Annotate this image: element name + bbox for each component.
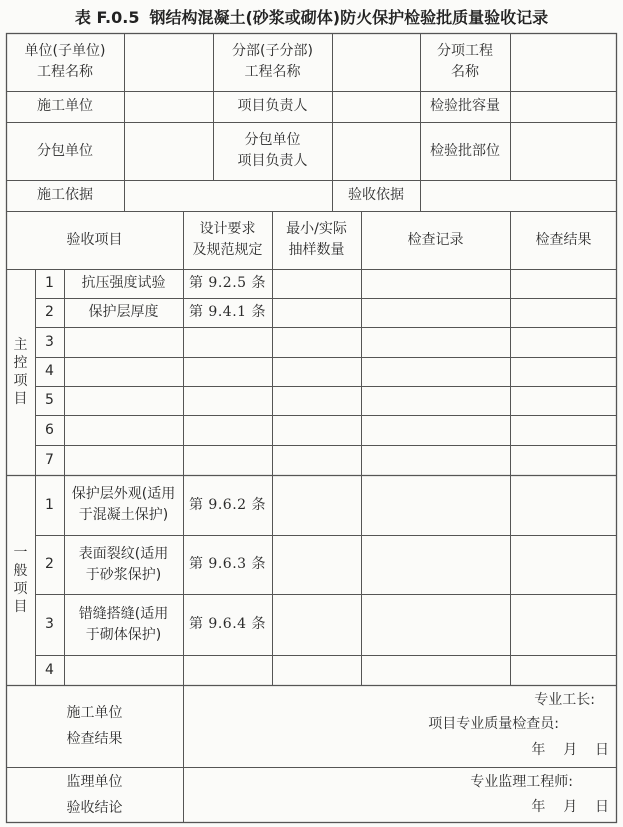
- general-row-3-no: 3: [45, 616, 54, 632]
- general-row-2-name: 表面裂纹(适用 于砂浆保护): [78, 545, 169, 583]
- main-row-3-no: 3: [45, 333, 54, 350]
- subcontractor-manager-value[interactable]: [332, 122, 420, 180]
- construction-check-label: 施工单位 检查结果: [66, 705, 123, 747]
- foreman-label: 专业工长:: [534, 692, 595, 708]
- division-project-name-value[interactable]: [332, 33, 420, 91]
- general-row-1-clause: 第 9.6.2 条: [188, 496, 267, 513]
- main-row-2-clause: 第 9.4.1 条: [188, 304, 267, 320]
- table-number: 表 F.0.5: [74, 8, 140, 27]
- general-group-label: 一 般 项 目: [13, 545, 28, 615]
- acceptance-basis-label: 验收依据: [348, 187, 404, 203]
- column-header-record: 检查记录: [407, 231, 464, 248]
- main-row-1-name: 抗压强度试验: [81, 275, 166, 291]
- column-header-requirement: 设计要求 及规范规定: [192, 221, 263, 258]
- column-header-sample: 最小/实际 抽样数量: [286, 221, 347, 258]
- subitem-project-name-label: 分项工程 名称: [437, 43, 493, 80]
- supervisor-label: 专业监理工程师:: [470, 774, 573, 790]
- construction-date: 年 月 日: [531, 742, 609, 758]
- column-header-result: 检查结果: [535, 231, 592, 248]
- general-row-4-no: 4: [45, 661, 54, 678]
- lot-location-value[interactable]: [510, 122, 617, 180]
- main-row-7-no: 7: [45, 451, 54, 468]
- construction-basis-value[interactable]: [124, 180, 332, 211]
- main-row-4-no: 4: [45, 363, 54, 379]
- general-row-1-name: 保护层外观(适用 于混凝土保护): [71, 486, 176, 523]
- general-row-2-no: 2: [45, 556, 54, 572]
- unit-project-name-label: 单位(子单位) 工程名称: [24, 43, 106, 80]
- quality-inspector-label: 项目专业质量检查员:: [428, 716, 559, 732]
- division-project-name-label: 分部(子分部) 工程名称: [232, 43, 313, 80]
- main-control-group-label: 主 控 项 目: [13, 337, 28, 407]
- construction-unit-label: 施工单位: [37, 98, 93, 114]
- subitem-project-name-value[interactable]: [510, 33, 617, 91]
- lot-location-label: 检验批部位: [430, 142, 500, 159]
- subcontractor-manager-label: 分包单位 项目负责人: [237, 132, 308, 169]
- general-row-2-clause: 第 9.6.3 条: [188, 556, 267, 572]
- construction-basis-label: 施工依据: [37, 187, 93, 203]
- main-row-2-name: 保护层厚度: [88, 304, 159, 320]
- supervision-label: 监理单位 验收结论: [66, 773, 123, 816]
- main-row-5-no: 5: [45, 392, 54, 408]
- main-row-2-no: 2: [45, 304, 54, 320]
- general-row-3-name: 错缝搭缝(适用 于砌体保护): [78, 605, 169, 643]
- construction-unit-value[interactable]: [124, 91, 213, 122]
- unit-project-name-value[interactable]: [124, 33, 213, 91]
- lot-capacity-value[interactable]: [510, 91, 617, 122]
- column-header-item: 验收项目: [66, 231, 123, 248]
- main-row-1-clause: 第 9.2.5 条: [188, 275, 267, 291]
- main-row-6-no: 6: [45, 421, 54, 438]
- table-title-text: 钢结构混凝土(砂浆或砌体)防火保护检验批质量验收记录: [149, 8, 549, 27]
- subcontractor-value[interactable]: [124, 122, 213, 180]
- lot-capacity-label: 检验批容量: [430, 98, 500, 114]
- supervision-date: 年 月 日: [531, 799, 609, 815]
- project-manager-value[interactable]: [332, 91, 420, 122]
- general-row-1-no: 1: [45, 496, 54, 513]
- general-row-3-clause: 第 9.6.4 条: [188, 616, 267, 632]
- subcontractor-label: 分包单位: [37, 142, 93, 159]
- main-row-1-no: 1: [45, 275, 54, 291]
- acceptance-basis-value[interactable]: [420, 180, 617, 211]
- project-manager-label: 项目负责人: [237, 98, 308, 114]
